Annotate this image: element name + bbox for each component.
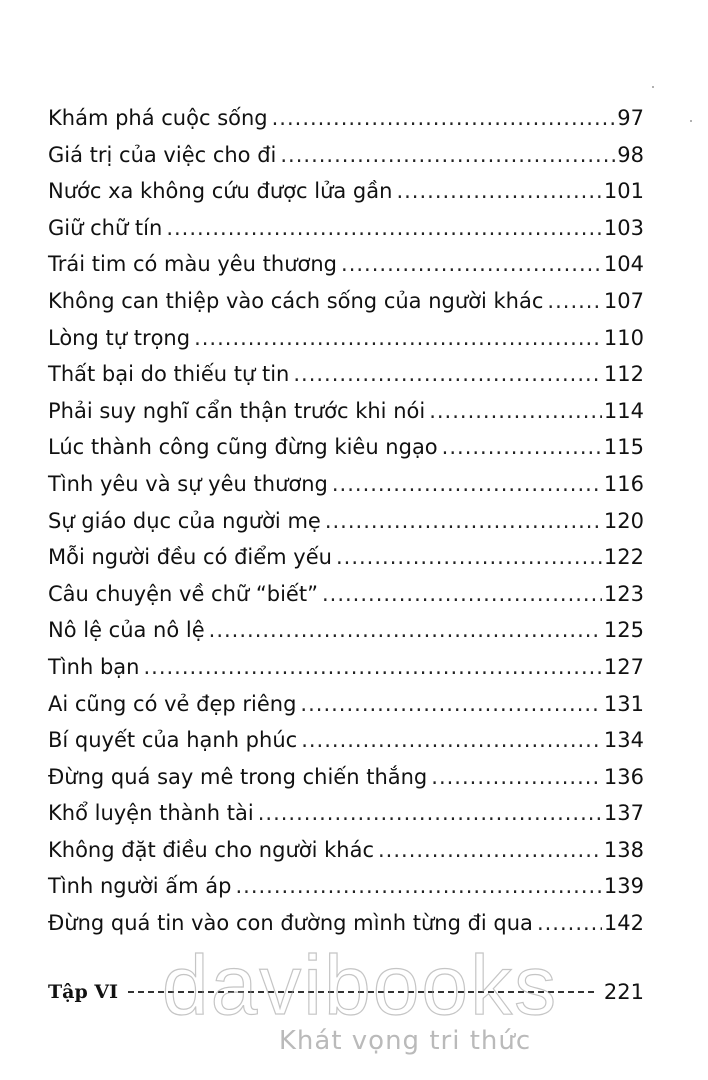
toc-entry-title: Bí quyết của hạnh phúc bbox=[48, 728, 298, 753]
toc-entry-title: Thất bại do thiếu tự tin bbox=[48, 362, 290, 387]
toc-entry bbox=[48, 905, 644, 942]
toc-entry bbox=[48, 759, 644, 796]
toc-entry-title: Đừng quá say mê trong chiến thắng bbox=[48, 764, 428, 789]
toc-entry bbox=[48, 868, 644, 905]
toc-entry-title: Đừng quá tin vào con đường mình từng đi qua bbox=[48, 911, 533, 936]
scan-speck bbox=[652, 86, 654, 88]
table-of-contents bbox=[48, 100, 644, 942]
dot-leader bbox=[332, 466, 602, 503]
toc-entry-title: Khám phá cuộc sống bbox=[48, 106, 268, 130]
toc-entry-title: Lòng tự trọng bbox=[48, 325, 191, 350]
dot-leader bbox=[166, 210, 602, 247]
part-label: Tập VI bbox=[48, 981, 118, 1003]
toc-entry bbox=[48, 210, 644, 247]
toc-entry-title: Mỗi người đều có điểm yếu bbox=[48, 545, 332, 570]
dot-leader bbox=[272, 100, 616, 137]
part-page-number: 221 bbox=[603, 980, 644, 1004]
toc-entry-page: 107 bbox=[603, 288, 644, 313]
toc-entry-title: Tình người ấm áp bbox=[48, 874, 232, 899]
toc-entry-page: 103 bbox=[603, 215, 644, 240]
toc-entry-page: 110 bbox=[603, 325, 644, 350]
toc-entry bbox=[48, 649, 644, 686]
toc-entry-page: 134 bbox=[603, 728, 644, 753]
dot-leader bbox=[336, 539, 602, 576]
dot-leader bbox=[396, 173, 601, 210]
toc-entry-page: 127 bbox=[603, 654, 644, 679]
dot-leader bbox=[322, 576, 602, 613]
toc-entry bbox=[48, 539, 644, 576]
toc-entry-page: 139 bbox=[603, 874, 644, 899]
toc-entry-title: Nước xa không cứu được lửa gần bbox=[48, 179, 393, 204]
toc-entry bbox=[48, 100, 644, 137]
toc-entry-page: 131 bbox=[603, 691, 644, 716]
toc-entry-page: 98 bbox=[617, 142, 644, 167]
dot-leader bbox=[547, 283, 601, 320]
dot-leader bbox=[258, 795, 602, 832]
toc-entry-page: 142 bbox=[603, 911, 644, 936]
toc-entry bbox=[48, 320, 644, 357]
dot-leader bbox=[280, 137, 615, 174]
watermark-brand: davibooks bbox=[161, 938, 559, 1032]
toc-entry bbox=[48, 429, 644, 466]
toc-entry-title: Khổ luyện thành tài bbox=[48, 801, 254, 826]
dot-leader bbox=[194, 320, 602, 357]
toc-entry bbox=[48, 503, 644, 540]
toc-entry-page: 120 bbox=[603, 508, 644, 533]
toc-entry-title: Tình bạn bbox=[48, 654, 140, 679]
toc-entry-page: 112 bbox=[603, 362, 644, 387]
toc-entry-title: Nô lệ của nô lệ bbox=[48, 618, 205, 643]
toc-entry-title: Giá trị của việc cho đi bbox=[48, 142, 277, 167]
toc-entry bbox=[48, 137, 644, 174]
toc-entry-page: 116 bbox=[603, 471, 644, 496]
dot-leader bbox=[235, 868, 601, 905]
toc-entry-page: 104 bbox=[603, 252, 644, 277]
toc-entry-title: Tình yêu và sự yêu thương bbox=[48, 471, 328, 496]
toc-entry-title: Lúc thành công cũng đừng kiêu ngạo bbox=[48, 435, 438, 460]
toc-entry-title: Câu chuyện về chữ “biết” bbox=[48, 581, 318, 606]
dot-leader bbox=[378, 832, 602, 869]
dot-leader bbox=[143, 649, 601, 686]
toc-entry-page: 125 bbox=[603, 618, 644, 643]
part-dashed-rule bbox=[128, 991, 594, 993]
dot-leader bbox=[431, 759, 602, 796]
dot-leader bbox=[300, 686, 601, 723]
part-heading-row bbox=[48, 980, 644, 1004]
toc-entry-page: 123 bbox=[603, 581, 644, 606]
toc-entry-page: 114 bbox=[603, 398, 644, 423]
toc-entry-title: Phải suy nghĩ cẩn thận trước khi nói bbox=[48, 398, 426, 423]
toc-entry bbox=[48, 356, 644, 393]
dot-leader bbox=[293, 356, 602, 393]
toc-entry bbox=[48, 686, 644, 723]
toc-entry bbox=[48, 466, 644, 503]
toc-entry-title: Giữ chữ tín bbox=[48, 215, 163, 240]
toc-entry bbox=[48, 722, 644, 759]
scan-speck bbox=[690, 120, 692, 122]
toc-entry-title: Trái tim có màu yêu thương bbox=[48, 252, 338, 277]
dot-leader bbox=[537, 905, 602, 942]
toc-entry bbox=[48, 283, 644, 320]
dot-leader bbox=[429, 393, 602, 430]
toc-entry-page: 122 bbox=[603, 545, 644, 570]
toc-entry-title: Không can thiệp vào cách sống của người khác bbox=[48, 288, 544, 313]
dot-leader bbox=[325, 503, 602, 540]
watermark-tagline: Khát vọng tri thức bbox=[278, 1026, 532, 1056]
dot-leader bbox=[209, 612, 602, 649]
dot-leader bbox=[301, 722, 602, 759]
toc-entry bbox=[48, 576, 644, 613]
toc-entry-title: Ai cũng có vẻ đẹp riêng bbox=[48, 691, 297, 716]
toc-entry-page: 137 bbox=[603, 801, 644, 826]
toc-entry bbox=[48, 612, 644, 649]
toc-entry bbox=[48, 393, 644, 430]
toc-entry bbox=[48, 832, 644, 869]
toc-entry-title: Không đặt điều cho người khác bbox=[48, 837, 374, 862]
toc-entry bbox=[48, 246, 644, 283]
dot-leader bbox=[341, 246, 602, 283]
toc-entry-page: 138 bbox=[603, 837, 644, 862]
toc-entry bbox=[48, 173, 644, 210]
toc-entry-page: 115 bbox=[603, 435, 644, 460]
toc-entry-page: 97 bbox=[617, 106, 644, 130]
dot-leader bbox=[442, 429, 602, 466]
toc-entry-page: 101 bbox=[603, 179, 644, 204]
toc-entry-page: 136 bbox=[603, 764, 644, 789]
toc-entry bbox=[48, 795, 644, 832]
toc-entry-title: Sự giáo dục của người mẹ bbox=[48, 508, 321, 533]
